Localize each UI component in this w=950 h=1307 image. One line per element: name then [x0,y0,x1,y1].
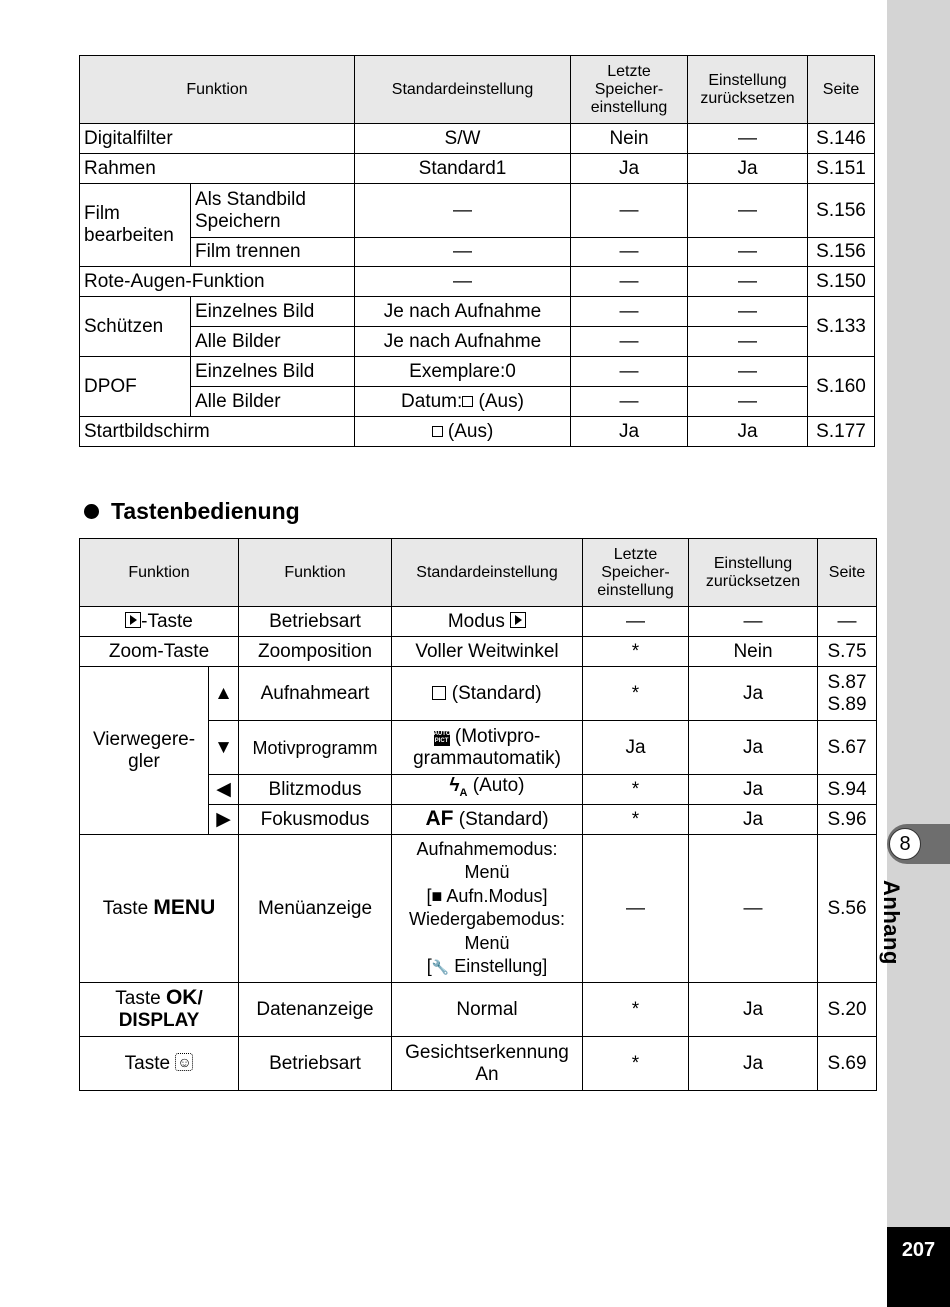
cell-reset: Ja [689,721,818,775]
table-row [80,154,875,184]
table-row [80,1037,877,1091]
cell-reset: Ja [689,667,818,721]
table-row [80,387,875,417]
off-box-icon [462,396,473,407]
cell-key: -Taste [80,607,239,637]
table-row [80,327,875,357]
cell-reset: — [688,327,808,357]
cell-func: Menüanzeige [239,835,392,983]
cell-func: Betriebsart [239,607,392,637]
cell-key: Zoom-Taste [80,637,239,667]
table-header-row [80,56,875,124]
single-frame-icon [432,686,446,700]
cell-standard: Exemplare:0 [355,357,571,387]
cell-reset: — [688,297,808,327]
cell-letzte: — [583,835,689,983]
cell-letzte: * [583,805,689,835]
table-row [80,357,875,387]
cell-letzte: — [571,327,688,357]
cell-letzte: — [571,267,688,297]
cell-standard: Datum: (Aus) [355,387,571,417]
table-header-row [80,539,877,607]
cell-standard: $ϟ_A$ (Auto) [392,775,583,805]
camera-icon: ■ [431,885,443,906]
header-seite: Seite [808,56,875,124]
wrench-icon: 🔧 [431,959,450,975]
cell-group: Schützen [80,297,191,357]
right-arrow-icon: ▶ [209,805,239,835]
table-row [80,297,875,327]
cell-standard: Modus [392,607,583,637]
side-tab-bar [887,0,950,1307]
chapter-number: 8 [889,828,921,860]
table-row [80,124,875,154]
table-row [80,184,875,238]
cell-func: Blitzmodus [239,775,392,805]
cell-letzte: — [571,387,688,417]
header-standard: Standardeinstellung [355,56,571,124]
up-arrow-icon: ▲ [209,667,239,721]
cell-reset: — [688,184,808,238]
cell-sub: Alle Bilder [191,387,355,417]
cell-standard: Voller Weitwinkel [392,637,583,667]
cell-standard: — [355,238,571,267]
table-row [80,835,877,983]
cell-letzte: * [583,1037,689,1091]
cell-key: Taste ☺ [80,1037,239,1091]
cell-reset: Ja [689,983,818,1037]
cell-seite: S.20 [818,983,877,1037]
cell-reset: — [688,357,808,387]
cell-key: Taste MENU [80,835,239,983]
page-number: 207 [887,1227,950,1307]
cell-reset: Nein [689,637,818,667]
header-standard: Standardeinstellung [392,539,583,607]
cell-seite: S.67 [818,721,877,775]
table-row [80,607,877,637]
cell-reset: — [688,124,808,154]
bullet-icon [84,504,99,519]
cell-seite: S.94 [818,775,877,805]
off-box-icon [432,426,443,437]
cell-reset: — [688,238,808,267]
cell-seite: — [818,607,877,637]
header-funktion: Funktion [80,539,239,607]
cell-letzte: — [571,238,688,267]
cell-reset: Ja [689,775,818,805]
cell-seite: S.151 [808,154,875,184]
cell-group: Vierwegere- gler [80,667,209,835]
cell-standard: AF (Standard) [392,805,583,835]
left-arrow-icon: ◀ [209,775,239,805]
cell-func: Aufnahmeart [239,667,392,721]
cell-seite: S.177 [808,417,875,447]
cell-standard: — [355,184,571,238]
cell-letzte: — [571,357,688,387]
header-funktion: Funktion [239,539,392,607]
cell-reset: — [688,387,808,417]
cell-standard: Standard1 [355,154,571,184]
cell-seite: S.156 [808,184,875,238]
cell-name: Digitalfilter [80,124,355,154]
cell-func: Datenanzeige [239,983,392,1037]
cell-func: Motivprogramm [239,721,392,775]
table-row [80,267,875,297]
section-title-text: Tastenbedienung [111,498,300,524]
cell-letzte: Ja [571,154,688,184]
cell-seite: S.156 [808,238,875,267]
cell-func: Zoomposition [239,637,392,667]
cell-seite: S.87 S.89 [818,667,877,721]
cell-key: Taste OK/ DISPLAY [80,983,239,1037]
cell-letzte: * [583,667,689,721]
play-button-icon [510,612,526,628]
down-arrow-icon: ▼ [209,721,239,775]
cell-seite: S.160 [808,357,875,417]
cell-reset: — [688,267,808,297]
cell-standard: S/W [355,124,571,154]
cell-standard: (Aus) [355,417,571,447]
cell-seite: S.75 [818,637,877,667]
cell-standard: Je nach Aufnahme [355,297,571,327]
header-funktion: Funktion [80,56,355,124]
cell-letzte: — [571,184,688,238]
cell-sub: Als Standbild Speichern [191,184,355,238]
section-heading [84,498,300,525]
cell-standard: Je nach Aufnahme [355,327,571,357]
flash-auto-icon: $ϟ_A$ [449,775,468,799]
cell-sub: Alle Bilder [191,327,355,357]
cell-letzte: — [571,297,688,327]
cell-seite: S.96 [818,805,877,835]
cell-name: Startbildschirm [80,417,355,447]
cell-standard: (Standard) [392,667,583,721]
cell-letzte: Nein [571,124,688,154]
cell-name: Rahmen [80,154,355,184]
header-seite: Seite [818,539,877,607]
header-reset: Einstellung zurücksetzen [688,56,808,124]
cell-seite: S.133 [808,297,875,357]
cell-standard: Aufnahmemodus: Menü [■ Aufn.Modus] Wiedergabemodus: Menü [🔧 Einstellung] [392,835,583,983]
cell-seite: S.150 [808,267,875,297]
chapter-title: Anhang [879,880,904,965]
table-row [80,417,875,447]
cell-standard: — [355,267,571,297]
cell-seite: S.146 [808,124,875,154]
header-reset: Einstellung zurücksetzen [689,539,818,607]
face-detection-icon [175,1053,193,1071]
button-operation-table [79,538,877,1091]
cell-letzte: * [583,775,689,805]
playback-settings-table [79,55,875,447]
cell-reset: Ja [689,805,818,835]
table-row [80,238,875,267]
header-letzte: Letzte Speicher- einstellung [571,56,688,124]
cell-reset: — [689,835,818,983]
cell-standard: Normal [392,983,583,1037]
cell-func: Fokusmodus [239,805,392,835]
cell-standard: AUTO PICT (Motivpro- grammautomatik) [392,721,583,775]
cell-group: DPOF [80,357,191,417]
cell-letzte: * [583,983,689,1037]
cell-sub: Film trennen [191,238,355,267]
cell-letzte: Ja [583,721,689,775]
cell-standard: Gesichtserkennung An [392,1037,583,1091]
auto-picture-icon: AUTO PICT [433,730,451,744]
cell-seite: S.69 [818,1037,877,1091]
cell-group: Film bearbeiten [80,184,191,267]
table-row [80,637,877,667]
cell-reset: — [689,607,818,637]
cell-letzte: — [583,607,689,637]
cell-name: Rote-Augen-Funktion [80,267,355,297]
cell-sub: Einzelnes Bild [191,357,355,387]
cell-reset: Ja [688,417,808,447]
cell-seite: S.56 [818,835,877,983]
cell-sub: Einzelnes Bild [191,297,355,327]
table-row [80,667,877,721]
cell-letzte: * [583,637,689,667]
cell-letzte: Ja [571,417,688,447]
cell-reset: Ja [689,1037,818,1091]
table-row [80,983,877,1037]
cell-func: Betriebsart [239,1037,392,1091]
header-letzte: Letzte Speicher- einstellung [583,539,689,607]
cell-reset: Ja [688,154,808,184]
play-button-icon [125,612,141,628]
